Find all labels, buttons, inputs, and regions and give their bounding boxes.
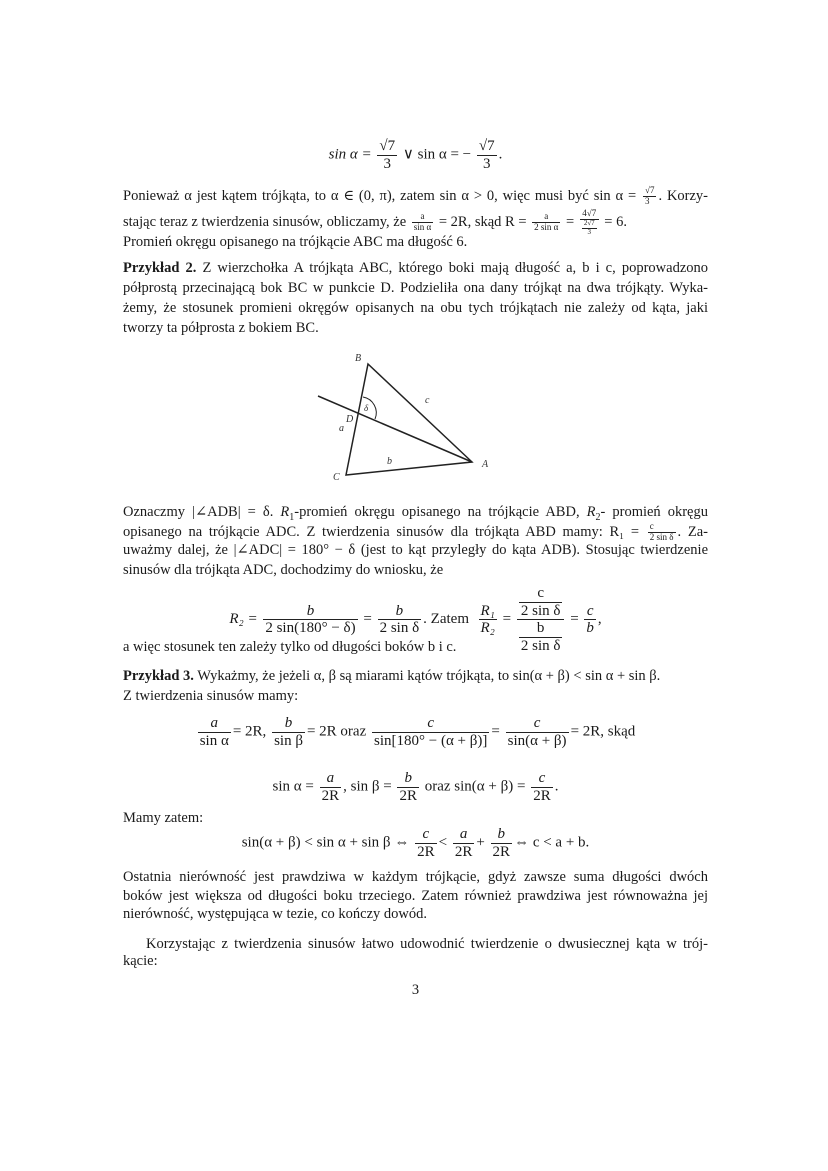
paragraph-line: boków jest większa od długości boku trzeciego. Zatem również prawdziwa jest równoważna jej (123, 888, 708, 904)
label-delta: δ (364, 403, 369, 413)
label-B: B (355, 353, 362, 364)
paragraph-line: a więc stosunek ten zależy tylko od długości boków b i c. (123, 639, 457, 655)
example-2-line: żemy, że stosunek promieni okręgów opisanych na obu tych trójkątach nie zależy od kąta, jaki (123, 300, 708, 316)
example-2-line: Przykład 2. Z wierzchołka A trójkąta ABC, którego boki mają długość a, b i c, poprowadzono (123, 260, 709, 276)
label-C: C (333, 472, 340, 483)
equation-inequality: sin(α + β) < sin α + sin β ⇔ $\frac{c}{2R}$ < $\frac{a}{2R}$ + $\frac{b}{2R}$ ⇔ c < a + b. (241, 826, 590, 860)
paragraph-line: nierówność, występująca w tezie, co kończy dowód. (123, 906, 427, 922)
page-number: 3 (411, 982, 420, 998)
paragraph-line: Mamy zatem: (123, 810, 204, 826)
example-3-line: Przykład 3. Wykażmy, że jeżeli α, β są miarami kątów trójkąta, to sin(α + β) < sin α + sin β. (123, 668, 661, 684)
example-3-label: Przykład 3. (123, 668, 194, 684)
paragraph-line: sinusów dla trójkąta ADC, dochodzimy do wniosku, że (123, 562, 444, 578)
label-A: A (482, 459, 489, 470)
paragraph-line: Ponieważ α jest kątem trójkąta, to α ∈ (0, π), zatem sin α > 0, więc musi być sin α = $\frac{√7}{3}$ . Korzy- (123, 185, 709, 207)
paragraph-line: Korzystając z twierdzenia sinusów łatwo udowodnić twierdzenie o dwusiecznej kąta w trój- (146, 936, 708, 952)
example-2-line: tworzy ta półprosta z bokiem BC. (123, 320, 319, 336)
label-D: D (346, 414, 354, 425)
label-a: a (339, 423, 344, 434)
equation-r2: $R_2 = \frac{b}{2 \sin(180^\circ - \delta)}$ = $\frac{b}{\text{2 sin δ}}$ . Zatem $\frac{\text{R₁}}{\text{R₂}}$ = c 2 sin δ $\frac{b}{\text{2 sin δ}}$ = $\frac{c}{b}$ , (229, 585, 602, 654)
paragraph-line: opisanego na trójkącie ADC. Z twierdzenia sinusów dla trójkąta ABD mamy: R₁ = $\frac{c}{\text{2 sin δ}}$ . Za- (123, 521, 708, 543)
label-c: c (425, 395, 430, 406)
label-b: b (387, 456, 392, 467)
equation-sines: $\sin \alpha = \frac{a}{2R}$ , $\sin \beta = \frac{b}{2R}$ oraz $\sin(\alpha + \beta) = \frac{c}{2R}$ . (272, 770, 559, 804)
paragraph-line: uważmy dalej, że |∠ADC| = 180° − δ (jest to kąt przyległy do kąta ADB). Stosując twierdzenie (123, 542, 708, 558)
example-3-line: Z twierdzenia sinusów mamy: (123, 688, 299, 704)
example-2-line: półprostą przecinającą bok BC w punkcie D. Podzieliła ona dany trójkąt na dwa trójkąty. Wyka- (123, 280, 708, 296)
example-2-label: Przykład 2. (123, 260, 197, 276)
equation-sine-law: $\frac{a}{\text{sin α}}$ = 2R, $\frac{b}{\text{sin β}}$ = 2R oraz $\frac{c}{\sin[180^\circ - (\alpha + \beta)]}$ = $\frac{c}{\sin(\alpha + \beta)}$ = 2R, skąd (199, 715, 636, 749)
paragraph-line: kącie: (123, 953, 158, 969)
paragraph-line: stając teraz z twierdzenia sinusów, obliczamy, że $\frac{a}{\text{sin α}}$ = 2R, skąd R = $\frac{a}{\text{2 sin α}}$ = $\frac{4√7}{\frac{2√7}{3}}$ = 6. (123, 208, 627, 236)
paragraph-line: Oznaczmy |∠ADB| = δ. $R_1$-promień okręgu opisanego na trójkącie ABD, $R_2-$ promień okręgu (123, 504, 708, 523)
equation-sin-alpha: sin α = $\frac{√7}{3}$ ∨ sin α = − $\frac{√7}{3}$ . (328, 138, 503, 172)
triangle-abc (346, 364, 472, 475)
paragraph-line: Ostatnia nierówność jest prawdziwa w każdym trójkącie, gdyż zawsze suma długości dwóch (123, 869, 708, 885)
paragraph-line: Promień okręgu opisanego na trójkącie ABC ma długość 6. (123, 234, 468, 250)
